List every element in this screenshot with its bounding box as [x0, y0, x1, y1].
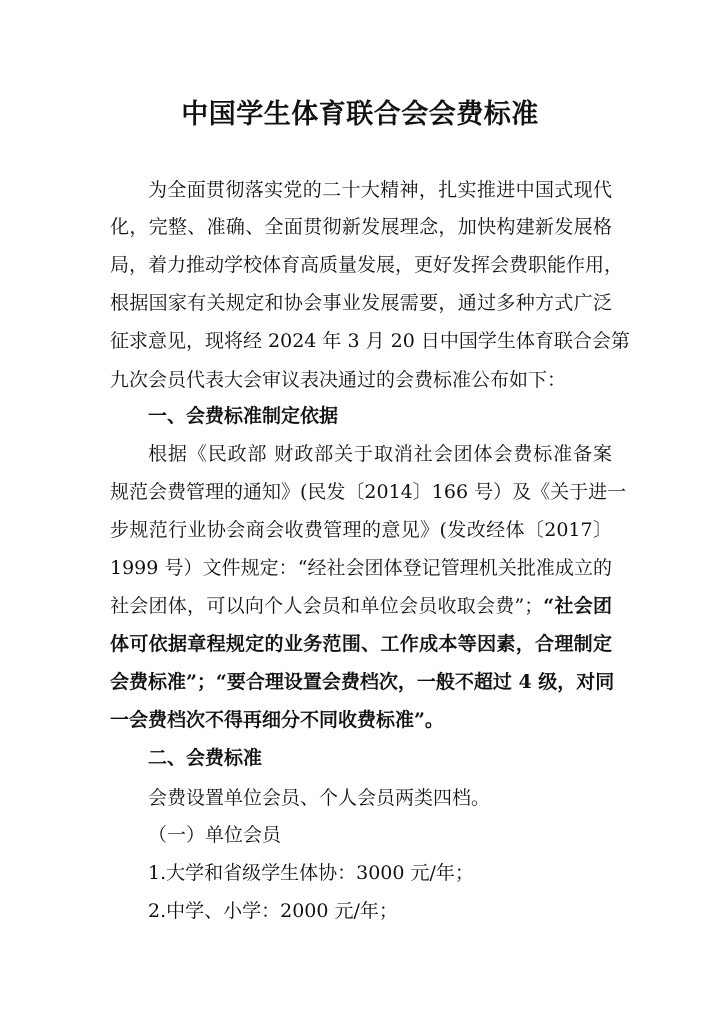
fee-item: 2.中学、小学：2000 元/年； [148, 900, 398, 922]
section1-line: 步规范行业协会商会收费管理的意见》(发改经体〔2017〕 [110, 519, 612, 541]
section2-heading: 二、会费标准 [148, 747, 263, 769]
section1-mixed-line [110, 593, 612, 619]
section1-bold-line: 会费标准”；“要合理设置会费档次，一般不超过 4 级，对同 [110, 671, 615, 693]
fee-item: 1.大学和省级学生体协：3000 元/年； [148, 862, 474, 884]
intro-line: 化，完整、准确、全面贯彻新发展理念，加快构建新发展格 [110, 216, 612, 238]
section1-line-normal: 社会团体，可以向个人会员和单位会员收取会费”； [110, 595, 544, 617]
section1-line: 根据《民政部 财政部关于取消社会团体会费标准备案 [148, 443, 612, 465]
section2-subheading: （一）单位会员 [148, 824, 282, 846]
section1-line-bold: “社会团 [543, 595, 612, 617]
section1-bold-line: 一会费档次不得再细分不同收费标准”。 [110, 709, 444, 731]
intro-line: 局，着力推动学校体育高质量发展，更好发挥会费职能作用， [110, 254, 624, 276]
section2-intro: 会费设置单位会员、个人会员两类四档。 [148, 787, 491, 809]
document-title: 中国学生体育联合会会费标准 [181, 99, 539, 130]
section1-heading: 一、会费标准制定依据 [148, 405, 339, 427]
section1-bold-line: 体可依据章程规定的业务范围、工作成本等因素，合理制定 [110, 633, 612, 655]
intro-line: 根据国家有关规定和协会事业发展需要，通过多种方式广泛 [110, 292, 612, 314]
intro-line: 为全面贯彻落实党的二十大精神，扎实推进中国式现代 [148, 179, 612, 201]
intro-line: 九次会员代表大会审议表决通过的会费标准公布如下： [110, 369, 567, 391]
section1-line: 规范会费管理的通知》(民发〔2014〕166 号）及《关于进一 [110, 481, 627, 503]
section1-line: 1999 号）文件规定：“经社会团体登记管理机关批准成立的 [110, 557, 612, 579]
intro-line: 征求意见，现将经 2024 年 3 月 20 日中国学生体育联合会第 [110, 330, 630, 352]
